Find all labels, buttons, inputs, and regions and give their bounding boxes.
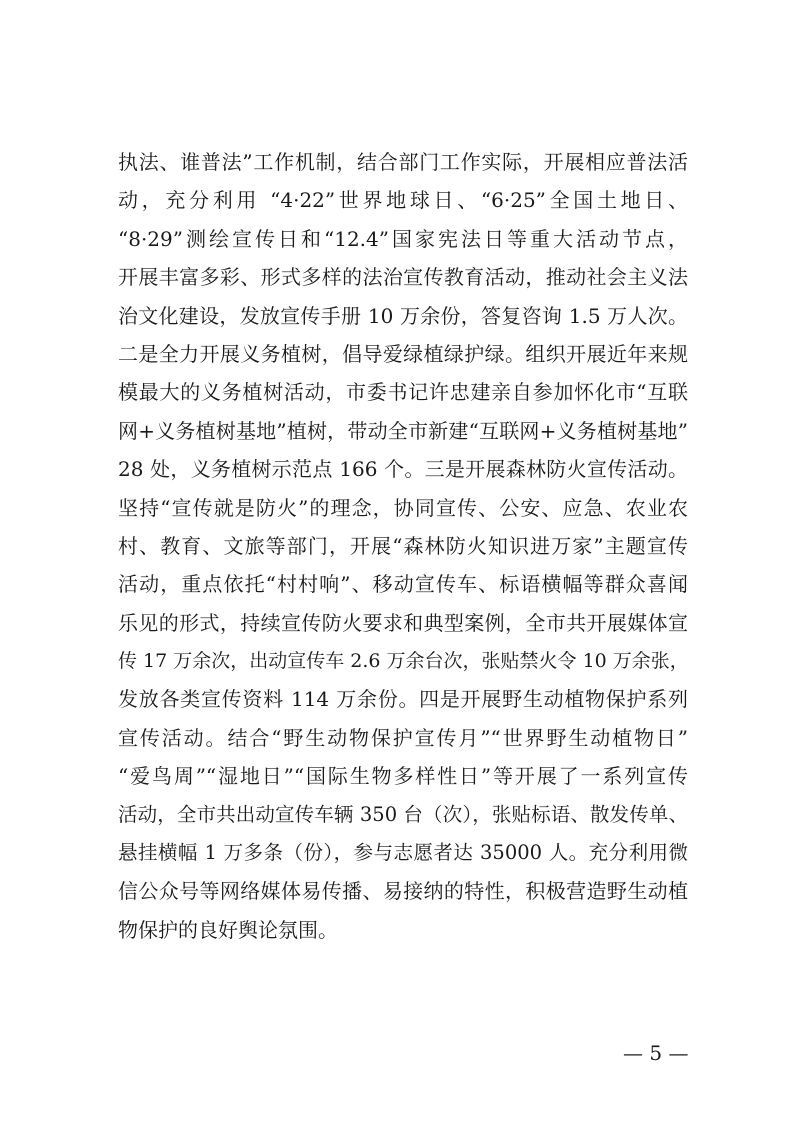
text-line: “8·29”测绘宣传日和“12.4”国家宪法日等重大活动节点， (118, 226, 688, 251)
text-line: 治文化建设，发放宣传手册 10 万余份，答复咨询 1.5 万人次。 (118, 303, 688, 328)
page-number: — 5 — (623, 1041, 689, 1065)
text-line: 乐见的形式，持续宣传防火要求和典型案例，全市共开展媒体宣 (118, 610, 688, 635)
body-text (118, 143, 688, 949)
text-line: 模最大的义务植树活动，市委书记许忠建亲自参加怀化市“互联 (118, 380, 688, 405)
text-line: 宣传活动。结合“野生动物保护宣传月”“世界野生动植物日” (118, 725, 688, 750)
text-line: 活动，重点依托“村村响”、移动宣传车、标语横幅等群众喜闻 (118, 572, 688, 597)
text-line: 开展丰富多彩、形式多样的法治宣传教育活动，推动社会主义法 (118, 265, 688, 290)
text-line: 28 处，义务植树示范点 166 个。三是开展森林防火宣传活动。 (118, 457, 688, 482)
text-line: 悬挂横幅 1 万多条（份），参与志愿者达 35000 人。充分利用微 (118, 841, 688, 865)
text-line: 村、教育、文旅等部门，开展“森林防火知识进万家”主题宣传 (118, 533, 688, 558)
text-line: 传 17 万余次，出动宣传车 2.6 万余台次，张贴禁火令 10 万余张， (118, 650, 689, 673)
text-line: “爱鸟周”“湿地日”“国际生物多样性日”等开展了一系列宣传 (118, 764, 688, 789)
text-line: 二是全力开展义务植树，倡导爱绿植绿护绿。组织开展近年来规 (118, 341, 688, 366)
text-line: 信公众号等网络媒体易传播、易接纳的特性，积极营造野生动植 (118, 879, 688, 904)
text-line: 网+义务植树基地”植树，带动全市新建“互联网+义务植树基地” (118, 418, 688, 443)
text-line: 执法、谁普法”工作机制，结合部门工作实际，开展相应普法活 (118, 150, 688, 174)
text-line: 坚持“宣传就是防火”的理念，协同宣传、公安、应急、农业农 (118, 495, 688, 520)
text-line: 活动，全市共出动宣传车辆 350 台（次），张贴标语、散发传单、 (118, 802, 688, 826)
text-line: 发放各类宣传资料 114 万余份。四是开展野生动植物保护系列 (118, 687, 688, 712)
text-line: 动，充分利用 “4·22”世界地球日、“6·25”全国土地日、 (118, 188, 688, 213)
text-line: 物保护的良好舆论氛围。 (118, 917, 338, 942)
